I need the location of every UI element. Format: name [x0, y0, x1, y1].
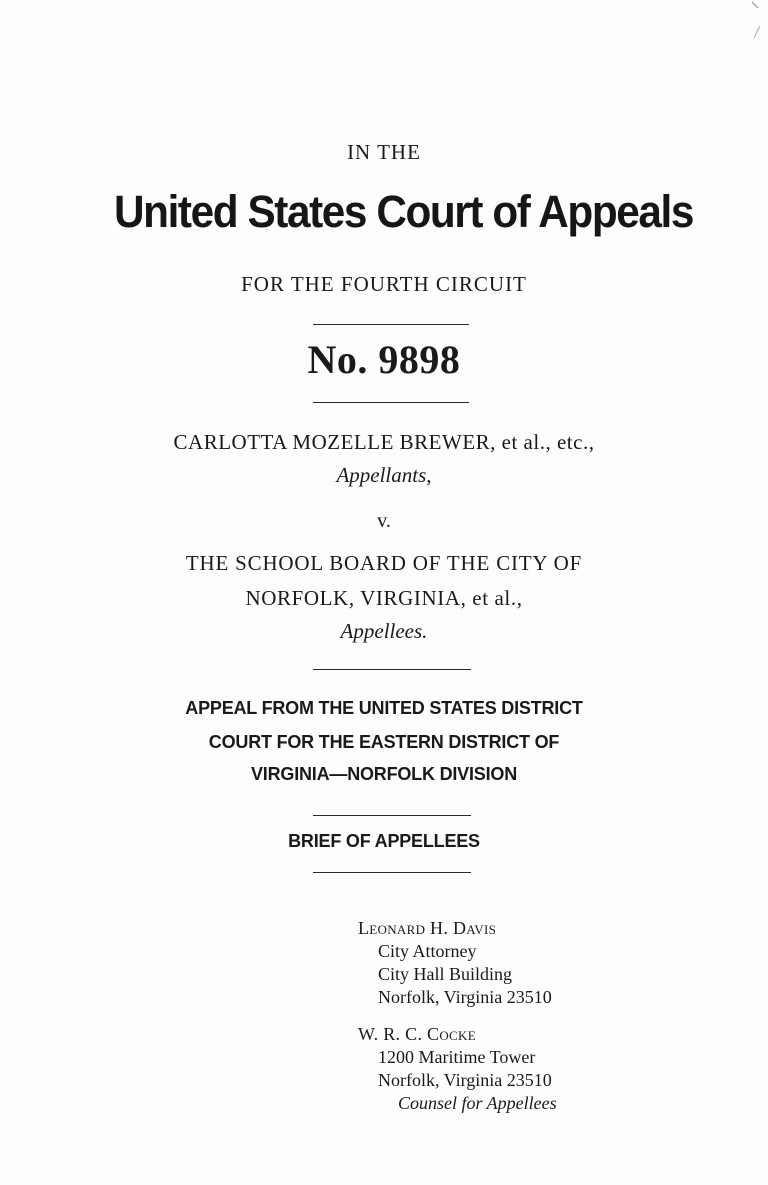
- appellees-name-line-1: THE SCHOOL BOARD OF THE CITY OF: [185, 551, 583, 575]
- circuit-heading: FOR THE FOURTH CIRCUIT: [241, 272, 527, 296]
- counsel-city: Norfolk, Virginia 23510: [378, 987, 552, 1007]
- appeal-line-3: VIRGINIA—NORFOLK DIVISION: [250, 764, 517, 784]
- counsel-address: City Hall Building: [378, 964, 513, 984]
- appeal-line-1: APPEAL FROM THE UNITED STATES DISTRICT: [185, 698, 583, 718]
- appellees-name-line-2: NORFOLK, VIRGINIA, et al.,: [245, 586, 523, 610]
- versus-label: v.: [377, 510, 391, 532]
- counsel-address: 1200 Maritime Tower: [378, 1047, 536, 1067]
- in-the-heading: IN THE: [347, 140, 421, 164]
- divider-rule: [313, 815, 471, 816]
- divider-rule: [313, 402, 469, 403]
- divider-rule: [313, 872, 471, 873]
- counsel-name: W. R. C. Cocke: [358, 1024, 476, 1044]
- appellants-name: CARLOTTA MOZELLE BREWER, et al., etc.,: [173, 430, 595, 454]
- counsel-name: Leonard H. Davis: [358, 918, 497, 938]
- court-name-title: United States Court of Appeals: [114, 186, 693, 237]
- appellants-role: Appellants,: [336, 463, 432, 487]
- appeal-line-2: COURT FOR THE EASTERN DISTRICT OF: [208, 732, 560, 752]
- counsel-block: [358, 1023, 557, 1115]
- counsel-block: [358, 917, 552, 1009]
- brief-title: BRIEF OF APPELLEES: [288, 831, 480, 851]
- counsel-title: City Attorney: [378, 941, 477, 961]
- divider-rule: [313, 669, 471, 670]
- counsel-city: Norfolk, Virginia 23510: [378, 1070, 552, 1090]
- appellees-role: Appellees.: [340, 619, 428, 643]
- page-corner-mark: [750, 0, 762, 40]
- counsel-role: Counsel for Appellees: [398, 1093, 557, 1113]
- divider-rule: [313, 324, 469, 325]
- case-number: No. 9898: [307, 337, 461, 382]
